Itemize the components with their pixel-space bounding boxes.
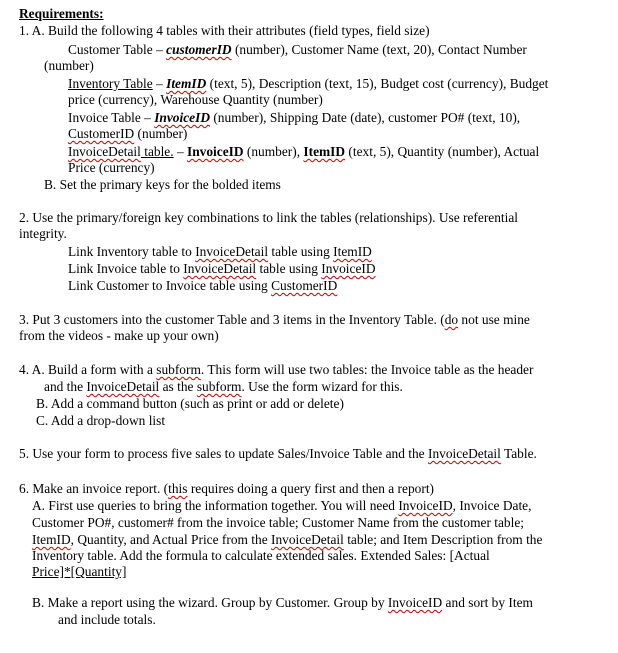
- s1-detail-line1: InvoiceDetail table. – InvoiceID (number), ItemID (text, 5), Quantity (number), Actual: [68, 144, 540, 159]
- s1-customer-line1: Customer Table – customerID (number), Customer Name (text, 20), Contact Number: [68, 42, 527, 57]
- s6-line2: A. First use queries to bring the information together. You will need InvoiceID, Invoice Date,: [32, 498, 532, 513]
- s1-customer-line2: (number): [44, 58, 94, 73]
- s6-line6: Price]*[Quantity]: [32, 564, 127, 579]
- s5-line: 5. Use your form to process five sales to update Sales/Invoice Table and the InvoiceDetail Table.: [19, 446, 537, 461]
- s2-line1: 2. Use the primary/foreign key combinations to link the tables (relationships). Use referential: [19, 210, 519, 225]
- s1-inventory-line1: Inventory Table – ItemID (text, 5), Description (text, 15), Budget cost (currency), Budget: [68, 76, 549, 91]
- s1-primary-keys: B. Set the primary keys for the bolded items: [44, 177, 281, 192]
- s3-line2: from the videos - make up your own): [19, 328, 219, 343]
- s2-link-customer: Link Customer to Invoice table using CustomerID: [68, 278, 338, 293]
- s6-line3: Customer PO#, customer# from the invoice table; Customer Name from the customer table;: [32, 515, 524, 530]
- s6-line4: ItemID, Quantity, and Actual Price from the InvoiceDetail table; and Item Description from the: [32, 532, 543, 547]
- s4-line2: and the InvoiceDetail as the subform. Use the form wizard for this.: [44, 379, 403, 394]
- s1-invoice-line1: Invoice Table – InvoiceID (number), Shipping Date (date), customer PO# (text, 10),: [68, 110, 521, 125]
- s1-invoice-line2: CustomerID (number): [68, 126, 188, 141]
- s1-intro: 1. A. Build the following 4 tables with their attributes (field types, field size): [19, 23, 430, 38]
- s4-command-button: B. Add a command button (such as print or add or delete): [36, 396, 344, 411]
- s6-line5: Inventory table. Add the formula to calculate extended sales. Extended Sales: [Actual: [32, 548, 490, 563]
- s6-report-line1: B. Make a report using the wizard. Group by Customer. Group by InvoiceID and sort by Item: [32, 595, 533, 610]
- s6-report-line2: and include totals.: [58, 612, 156, 627]
- s2-link-invoice: Link Invoice table to InvoiceDetail table using InvoiceID: [68, 261, 376, 276]
- s4-line1: 4. A. Build a form with a subform. This form will use two tables: the Invoice table as the header: [19, 362, 534, 377]
- s4-dropdown: C. Add a drop-down list: [36, 413, 166, 428]
- s2-link-inventory: Link Inventory table to InvoiceDetail table using ItemID: [68, 244, 372, 259]
- s2-line2: integrity.: [19, 226, 67, 241]
- s6-line1: 6. Make an invoice report. (this requires doing a query first and then a report): [19, 481, 434, 496]
- requirements-heading: Requirements:: [19, 6, 104, 21]
- s1-detail-line2: Price (currency): [68, 160, 155, 175]
- s1-inventory-line2: price (currency), Warehouse Quantity (number): [68, 92, 323, 107]
- s3-line1: 3. Put 3 customers into the customer Table and 3 items in the Inventory Table. (do not use mine: [19, 312, 530, 327]
